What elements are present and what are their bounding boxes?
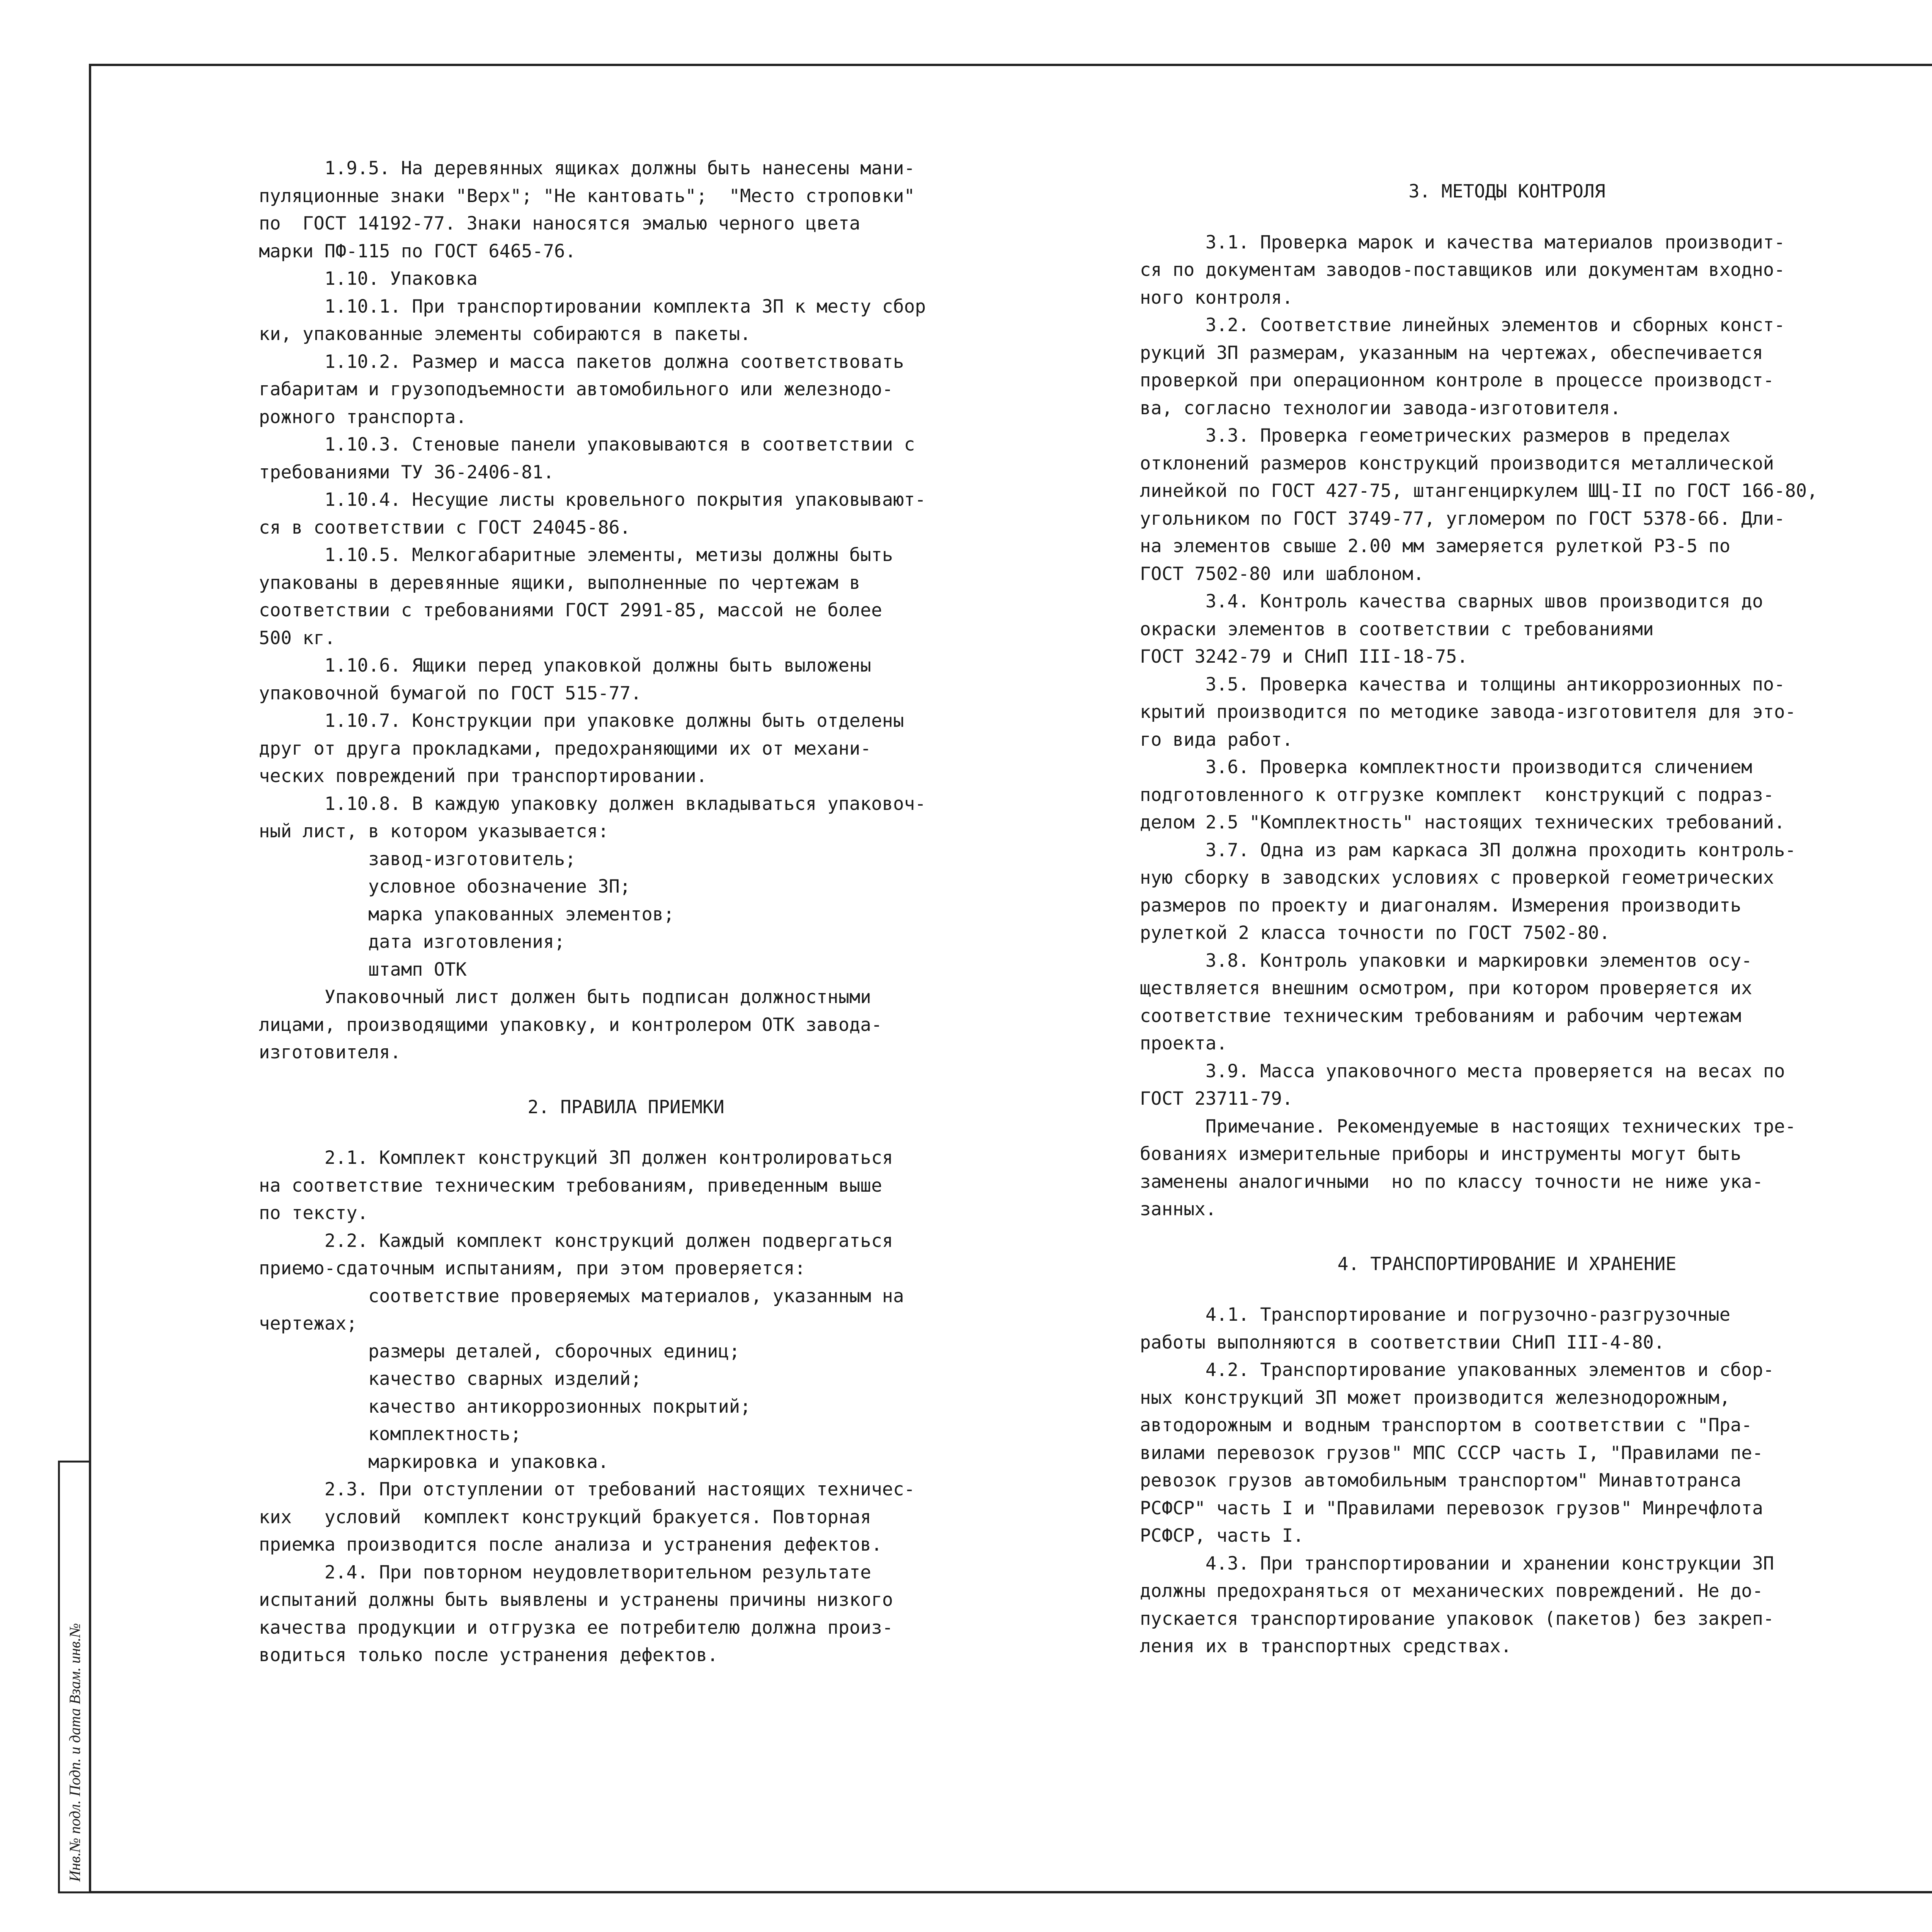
- text-line: качества продукции и отгрузка ее потребителю должна произ-: [259, 1617, 893, 1638]
- text-line: упаковочной бумагой по ГОСТ 515-77.: [259, 682, 642, 704]
- text-line: ческих повреждений при транспортировании.: [259, 765, 707, 787]
- text-line: вилами перевозок грузов" МПС СССР часть I, "Правилами пе-: [1140, 1442, 1763, 1464]
- text-line: качество антикоррозионных покрытий;: [259, 1396, 751, 1417]
- text-line: 2.1. Комплект конструкций ЗП должен контролироваться: [259, 1147, 893, 1168]
- text-line: Упаковочный лист должен быть подписан должностными: [259, 986, 871, 1008]
- text-line: по тексту.: [259, 1202, 368, 1224]
- text-line: 1.10.2. Размер и масса пакетов должна соответствовать: [259, 351, 904, 372]
- text-line: должны предохраняться от механических повреждений. Не до-: [1140, 1580, 1763, 1602]
- text-line: маркировка и упаковка.: [259, 1451, 609, 1473]
- text-line: ки, упакованные элементы собираются в пакеты.: [259, 323, 751, 345]
- text-line: комплектность;: [259, 1423, 522, 1445]
- text-line: ления их в транспортных средствах.: [1140, 1636, 1512, 1657]
- text-line: по ГОСТ 14192-77. Знаки наносятся эмалью черного цвета: [259, 213, 861, 234]
- text-line: 1.10.3. Стеновые панели упаковываются в соответствии с: [259, 434, 915, 455]
- text-line: соответствии с требованиями ГОСТ 2991-85, массой не более: [259, 600, 882, 621]
- text-line: 1.10.8. В каждую упаковку должен вкладываться упаковоч-: [259, 793, 926, 815]
- text-line: изготовителя.: [259, 1042, 401, 1063]
- text-line: заменены аналогичными но по классу точности не ниже ука-: [1140, 1171, 1763, 1192]
- text-line: автодорожным и водным транспортом в соответствии с "Пра-: [1140, 1415, 1752, 1436]
- text-line: проверкой при операционном контроле в процессе производст-: [1140, 370, 1774, 391]
- text-line: ревозок грузов автомобильным транспортом" Минавтотранса: [1140, 1470, 1742, 1491]
- text-line: 500 кг.: [259, 627, 336, 649]
- text-line: 1.10.6. Ящики перед упаковкой должны быть выложены: [259, 655, 871, 676]
- text-line: 3.4. Контроль качества сварных швов производится до: [1140, 591, 1763, 612]
- text-line: 1.10.7. Конструкции при упаковке должны быть отделены: [259, 710, 904, 731]
- text-line: соответствие техническим требованиям и рабочим чертежам: [1140, 1005, 1742, 1027]
- text-line: рукций ЗП размерам, указанным на чертежах, обеспечивается: [1140, 342, 1763, 364]
- text-line: пускается транспортирование упаковок (пакетов) без закреп-: [1140, 1608, 1774, 1629]
- text-line: 3.5. Проверка качества и толщины антикоррозионных по-: [1140, 673, 1785, 695]
- text-line: делом 2.5 "Комплектность" настоящих технических требований.: [1140, 812, 1785, 833]
- text-line: ного контроля.: [1140, 287, 1293, 308]
- text-line: упакованы в деревянные ящики, выполненные по чертежам в: [259, 572, 861, 594]
- text-line: го вида работ.: [1140, 729, 1293, 750]
- text-line: ся в соответствии с ГОСТ 24045-86.: [259, 517, 631, 538]
- text-line: 2.4. При повторном неудовлетворительном результате: [259, 1561, 871, 1583]
- text-line: габаритам и грузоподъемности автомобильного или железнодо-: [259, 379, 893, 400]
- text-line: приемо-сдаточным испытаниям, при этом проверяется:: [259, 1258, 806, 1279]
- text-line: Примечание. Рекомендуемые в настоящих технических тре-: [1140, 1116, 1796, 1137]
- text-line: штамп ОТК: [259, 959, 467, 980]
- text-line: ГОСТ 7502-80 или шаблоном.: [1140, 563, 1424, 585]
- text-line: 2.2. Каждый комплект конструкций должен подвергаться: [259, 1230, 893, 1252]
- text-line: 1.10.4. Несущие листы кровельного покрытия упаковывают-: [259, 489, 926, 510]
- text-line: угольником по ГОСТ 3749-77, угломером по ГОСТ 5378-66. Дли-: [1140, 508, 1785, 529]
- text-line: 1.10.5. Мелкогабаритные элементы, метизы должны быть: [259, 544, 893, 566]
- text-line: 3.3. Проверка геометрических размеров в пределах: [1140, 425, 1731, 446]
- text-column-middle: [1140, 155, 1874, 1660]
- text-line: марки ПФ-115 по ГОСТ 6465-76.: [259, 240, 576, 262]
- text-line: испытаний должны быть выявлены и устранены причины низкого: [259, 1589, 893, 1611]
- text-line: ГОСТ 3242-79 и СНиП III-18-75.: [1140, 646, 1468, 667]
- text-line: размеры деталей, сборочных единиц;: [259, 1340, 740, 1362]
- text-line: РСФСР, часть I.: [1140, 1525, 1304, 1546]
- text-line: окраски элементов в соответствии с требованиями: [1140, 618, 1654, 640]
- text-line: 3.7. Одна из рам каркаса ЗП должна проходить контроль-: [1140, 839, 1796, 861]
- text-line: на соответствие техническим требованиям, приведенным выше: [259, 1175, 882, 1196]
- text-line: ществляется внешним осмотром, при котором проверяется их: [1140, 978, 1752, 999]
- text-line: 4.3. При транспортировании и хранении конструкции ЗП: [1140, 1553, 1774, 1574]
- text-line: линейкой по ГОСТ 427-75, штангенциркулем ШЦ-II по ГОСТ 166-80,: [1140, 480, 1818, 502]
- section-heading: 2. ПРАВИЛА ПРИЕМКИ: [527, 1096, 724, 1118]
- text-line: работы выполняются в соответствии СНиП III-4-80.: [1140, 1332, 1665, 1353]
- text-line: рожного транспорта.: [259, 406, 467, 428]
- text-line: друг от друга прокладками, предохраняющими их от механи-: [259, 738, 871, 759]
- text-line: ную сборку в заводских условиях с проверкой геометрических: [1140, 867, 1774, 888]
- text-line: ный лист, в котором указывается:: [259, 821, 609, 842]
- text-line: водиться только после устранения дефектов.: [259, 1645, 718, 1666]
- text-line: проекта.: [1140, 1033, 1228, 1054]
- text-line: ся по документам заводов-поставщиков или документам входно-: [1140, 259, 1785, 281]
- text-line: отклонений размеров конструкций производится металлической: [1140, 452, 1774, 474]
- text-line: 3.1. Проверка марок и качества материалов производит-: [1140, 231, 1785, 253]
- text-line: ных конструкций ЗП может производится железнодорожным,: [1140, 1387, 1731, 1408]
- text-line: 3.2. Соответствие линейных элементов и сборных конст-: [1140, 315, 1785, 336]
- text-line: 4.1. Транспортирование и погрузочно-разгрузочные: [1140, 1304, 1731, 1325]
- text-line: 3.9. Масса упаковочного места проверяется на весах по: [1140, 1060, 1785, 1082]
- text-line: завод-изготовитель;: [259, 848, 576, 870]
- text-line: ких условий комплект конструкций бракуется. Повторная: [259, 1506, 871, 1528]
- text-line: пуляционные знаки "Верх"; "Не кантовать"; "Место строповки": [259, 185, 915, 207]
- text-line: ГОСТ 23711-79.: [1140, 1088, 1293, 1109]
- text-line: 3.8. Контроль упаковки и маркировки элементов осу-: [1140, 950, 1752, 971]
- text-line: подготовленного к отгрузке комплект конструкций с подраз-: [1140, 784, 1774, 806]
- text-line: 4.2. Транспортирование упакованных элементов и сбор-: [1140, 1359, 1774, 1381]
- text-line: лицами, производящими упаковку, и контролером ОТК завода-: [259, 1014, 882, 1036]
- text-line: крытий производится по методике завода-изготовителя для это-: [1140, 701, 1796, 723]
- text-line: 1.9.5. На деревянных ящиках должны быть нанесены мани-: [259, 158, 915, 179]
- section-heading: 3. МЕТОДЫ КОНТРОЛЯ: [1408, 181, 1605, 202]
- text-line: соответствие проверяемых материалов, указанным на: [259, 1285, 904, 1307]
- text-line: рулеткой 2 класса точности по ГОСТ 7502-80.: [1140, 922, 1610, 944]
- text-line: марка упакованных элементов;: [259, 903, 675, 925]
- side-strip-text: Инв.№ подл. Подп. и дата Взам. инв.№: [66, 1623, 83, 1882]
- text-line: 1.10. Упаковка: [259, 268, 478, 289]
- text-line: качество сварных изделий;: [259, 1368, 642, 1389]
- text-line: требованиями ТУ 36-2406-81.: [259, 461, 554, 483]
- text-line: ва, согласно технологии завода-изготовителя.: [1140, 397, 1621, 419]
- text-line: занных.: [1140, 1199, 1217, 1220]
- text-line: 1.10.1. При транспортировании комплекта ЗП к месту сбор: [259, 296, 926, 317]
- text-line: бованиях измерительные приборы и инструменты могут быть: [1140, 1143, 1742, 1165]
- text-line: размеров по проекту и диагоналям. Измерения производить: [1140, 895, 1742, 916]
- text-line: 2.3. При отступлении от требований настоящих техничес-: [259, 1479, 915, 1500]
- text-line: приемка производится после анализа и устранения дефектов.: [259, 1534, 882, 1555]
- text-line: условное обозначение ЗП;: [259, 876, 631, 897]
- text-line: чертежах;: [259, 1313, 357, 1334]
- text-line: дата изготовления;: [259, 931, 565, 952]
- text-line: на элементов свыше 2.00 мм замеряется рулеткой РЗ-5 по: [1140, 536, 1731, 557]
- text-line: РСФСР" часть I и "Правилами перевозок грузов" Минречфлота: [1140, 1497, 1763, 1519]
- text-line: 3.6. Проверка комплектности производится сличением: [1140, 757, 1752, 778]
- section-heading: 4. ТРАНСПОРТИРОВАНИЕ И ХРАНЕНИЕ: [1337, 1253, 1677, 1275]
- text-column-left: [259, 155, 993, 1669]
